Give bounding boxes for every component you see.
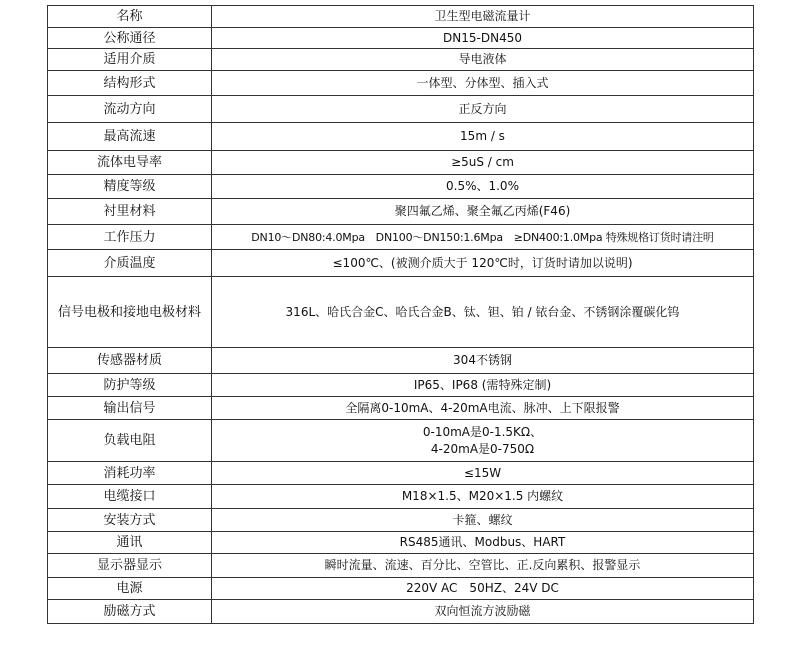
table-row	[48, 600, 754, 624]
row-value: 瞬时流量、流速、百分比、空管比、正.反向累积、报警显示	[212, 554, 754, 578]
row-label: 电缆接口	[48, 485, 212, 509]
table-row	[48, 28, 754, 49]
table-row	[48, 532, 754, 554]
row-value: 220V AC 50HZ、24V DC	[212, 578, 754, 600]
row-value: M18×1.5、M20×1.5 内螺纹	[212, 485, 754, 509]
row-label: 防护等级	[48, 374, 212, 397]
table-row	[48, 397, 754, 420]
row-label: 励磁方式	[48, 600, 212, 624]
row-label: 流动方向	[48, 96, 212, 123]
row-value: DN10～DN80:4.0Mpa DN100～DN150:1.6Mpa ≥DN400:1.0Mpa 特殊规格订货时请注明	[212, 225, 754, 250]
table-row	[48, 151, 754, 175]
row-label: 最高流速	[48, 123, 212, 151]
spec-table	[47, 5, 754, 624]
table-row	[48, 250, 754, 277]
row-value: 一体型、分体型、插入式	[212, 71, 754, 96]
row-label: 流体电导率	[48, 151, 212, 175]
table-row	[48, 374, 754, 397]
row-value: RS485通讯、Modbus、HART	[212, 532, 754, 554]
table-row	[48, 96, 754, 123]
row-label: 精度等级	[48, 175, 212, 199]
table-row	[48, 49, 754, 71]
row-label: 结构形式	[48, 71, 212, 96]
row-value-line: 4-20mA是0-750Ω	[430, 441, 535, 456]
table-row	[48, 175, 754, 199]
table-row	[48, 6, 754, 28]
row-value: 15m / s	[212, 123, 754, 151]
row-value: 卫生型电磁流量计	[212, 6, 754, 28]
row-label: 传感器材质	[48, 348, 212, 374]
row-label: 输出信号	[48, 397, 212, 420]
table-row	[48, 71, 754, 96]
row-value: 0.5%、1.0%	[212, 175, 754, 199]
row-value: ≥5uS / cm	[212, 151, 754, 175]
table-row	[48, 462, 754, 485]
table-row	[48, 225, 754, 250]
row-value: DN15-DN450	[212, 28, 754, 49]
row-value: 304不锈钢	[212, 348, 754, 374]
table-row	[48, 277, 754, 348]
table-row	[48, 578, 754, 600]
table-row	[48, 348, 754, 374]
row-value: ≤100℃、(被测介质大于 120℃时，订货时请加以说明)	[212, 250, 754, 277]
row-value	[212, 420, 754, 462]
row-label: 公称通径	[48, 28, 212, 49]
table-row	[48, 199, 754, 225]
row-value-line: 0-10mA是0-1.5KΩ、	[422, 424, 543, 439]
row-value: 全隔离0-10mA、4-20mA电流、脉冲、上下限报警	[212, 397, 754, 420]
table-row	[48, 554, 754, 578]
row-value: 导电液体	[212, 49, 754, 71]
row-label: 适用介质	[48, 49, 212, 71]
row-label: 名称	[48, 6, 212, 28]
table-row	[48, 485, 754, 509]
row-label: 负载电阻	[48, 420, 212, 462]
table-row	[48, 509, 754, 532]
row-label: 显示器显示	[48, 554, 212, 578]
row-label: 衬里材料	[48, 199, 212, 225]
row-label: 电源	[48, 578, 212, 600]
row-value: 正反方向	[212, 96, 754, 123]
table-row	[48, 420, 754, 462]
row-label: 安装方式	[48, 509, 212, 532]
row-value: IP65、IP68 (需特殊定制)	[212, 374, 754, 397]
table-row	[48, 123, 754, 151]
row-label: 介质温度	[48, 250, 212, 277]
row-value: 316L、哈氏合金C、哈氏合金B、钛、钽、铂 / 铱台金、不锈钢涂覆碳化钨	[212, 277, 754, 348]
row-value: 卡箍、螺纹	[212, 509, 754, 532]
row-label: 工作压力	[48, 225, 212, 250]
row-value: 双向恒流方波励磁	[212, 600, 754, 624]
row-value: 聚四氟乙烯、聚全氟乙丙烯(F46)	[212, 199, 754, 225]
row-label: 消耗功率	[48, 462, 212, 485]
row-value: ≤15W	[212, 462, 754, 485]
row-label: 信号电极和接地电极材料	[48, 277, 212, 348]
row-label: 通讯	[48, 532, 212, 554]
